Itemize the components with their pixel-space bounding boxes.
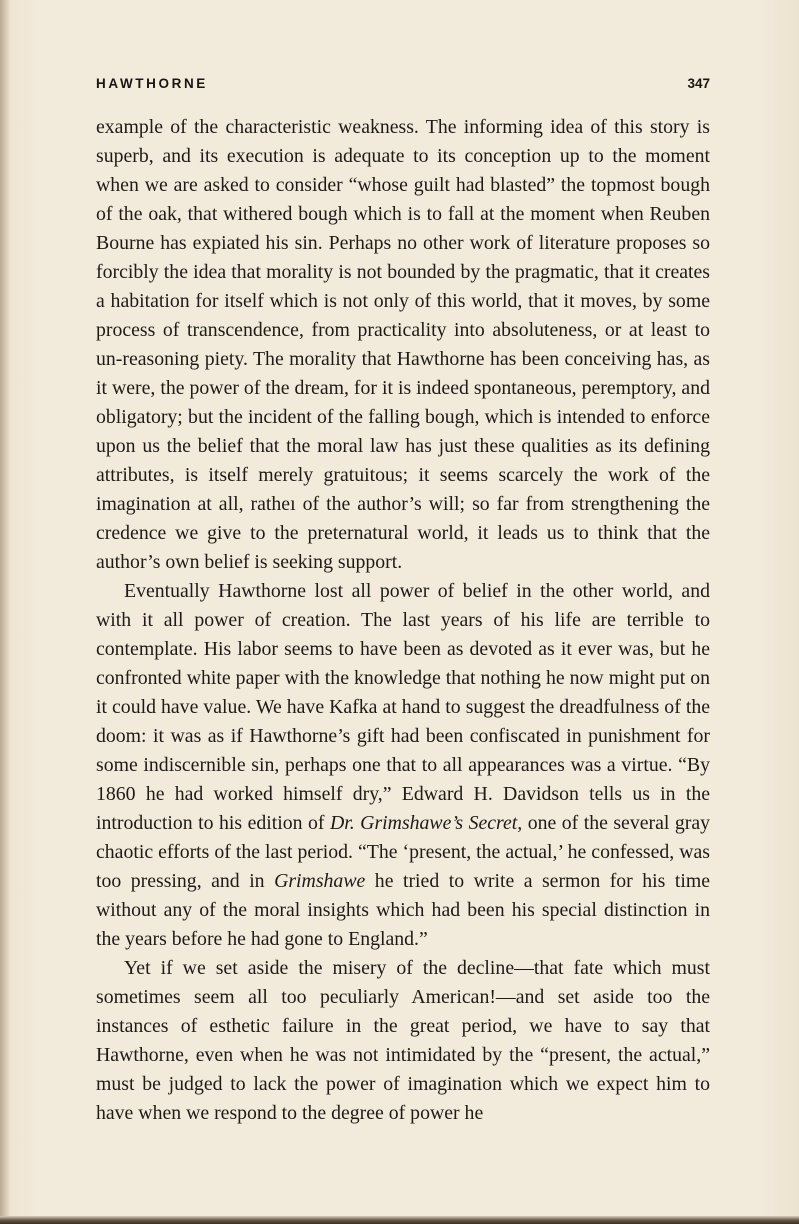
paragraph-1: example of the characteristic weakness. The informing idea of this story is superb, and its execution is adequate to its conception up to the moment when we are asked to consider “whose guilt had blasted” the topmost bough of the oak, that withered bough which is to fall at the moment when Reuben Bourne has expiated his sin. Perhaps no other work of literature proposes so forcibly the idea that morality is not bounded by the pragmatic, that it creates a habitation for itself which is not only of this world, that it moves, by some process of transcendence, from practicality into absoluteness, or at least to un-reasoning piety. The morality that Hawthorne has been conceiving has, as it were, the power of the dream, for it is indeed spontaneous, peremptory, and obligatory; but the incident of the falling bough, which is intended to enforce upon us the belief that the moral law has just these qualities as its defining attributes, is itself merely gratuitous; it seems scarcely the work of the imagination at all, ratheı of the author’s will; so far from strengthening the credence we give to the preternatural world, it leads us to think that the author’s own belief is seeking support. <box>96 116 710 573</box>
book-title-grimshawes-secret: Dr. Grimshawe’s Secret, <box>329 812 523 834</box>
running-head <box>96 76 710 98</box>
paragraph-2-text-a: Eventually Hawthorne lost all power of belief in the other world, and with it all power of creation. The last years of his life are terrible to contemplate. His labor seems to have been as devoted as it ever was, but he confronted white paper with the knowledge that nothing he now might put on it could have value. We have Kafka at hand to suggest the dreadfulness of the doom: it was as if Hawthorne’s gift had been confiscated in punishment for some indiscernible sin, perhaps one that to all appearances was a virtue. “By 1860 he had worked himself dry,” Edward H. Davidson tells us in the introduction to his edition of <box>96 580 710 834</box>
page-bottom-edge <box>0 1216 799 1224</box>
body-text <box>96 113 710 1128</box>
page-number: 347 <box>687 76 710 91</box>
paragraph-3: Yet if we set aside the misery of the decline—that fate which must sometimes seem all too peculiarly American!—and set aside too the instances of esthetic failure in the great period, we have to say that Hawthorne, even when he was not intimidated by the “present, the actual,” must be judged to lack the power of imagination which we expect him to have when we respond to the degree of power he <box>96 957 710 1124</box>
book-title-grimshawe: Grimshawe <box>274 870 366 892</box>
paragraph-2 <box>96 577 710 954</box>
spine-shadow <box>0 0 10 1224</box>
paragraph-2-text-c: he tried to write a sermon for his time without any of the moral insights which had been his special distinction in the years before he had gone to England.” <box>96 870 710 950</box>
paragraph-2-text-b: one of the several gray chaotic efforts of the last period. “The ‘present, the actual,’ he confessed, was too pressing, and in <box>96 812 710 892</box>
running-title: HAWTHORNE <box>96 76 208 91</box>
